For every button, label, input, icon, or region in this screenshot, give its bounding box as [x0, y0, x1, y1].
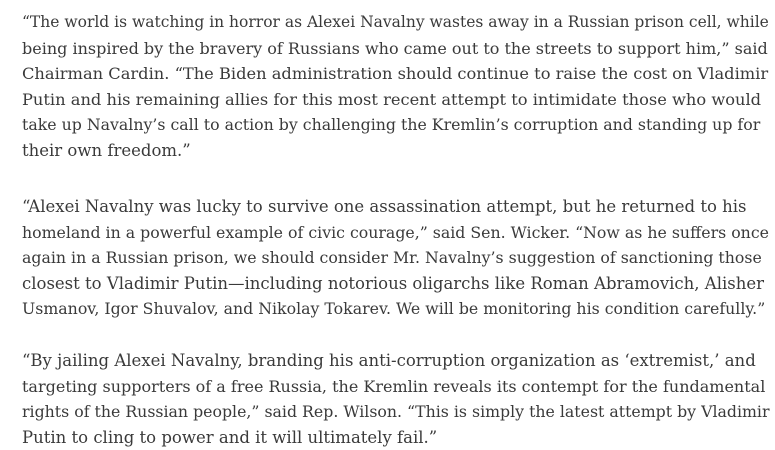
text-line: closest to Vladimir Putin—including notorious oligarchs like Roman Abramovich, Alisher: [22, 273, 764, 293]
text-line: Chairman Cardin. “The Biden administration should continue to raise the cost on Vladimir: [22, 64, 769, 84]
text-line: their own freedom.”: [22, 140, 191, 160]
text-line: homeland in a powerful example of civic courage,” said Sen. Wicker. “Now as he suffers once: [22, 222, 769, 242]
text-line: again in a Russian prison, we should consider Mr. Navalny’s suggestion of sanctioning those: [22, 248, 762, 268]
quote-paragraph-wicker: [22, 194, 770, 322]
text-line: being inspired by the bravery of Russians who came out to the streets to support him,” said: [22, 38, 768, 58]
quote-paragraph-cardin: [22, 10, 770, 164]
text-line: Usmanov, Igor Shuvalov, and Nikolay Tokarev. We will be monitoring his condition carefully.”: [22, 299, 766, 319]
text-line: Putin to cling to power and it will ultimately fail.”: [22, 427, 438, 447]
text-line: “The world is watching in horror as Alexei Navalny wastes away in a Russian prison cell, while: [22, 13, 769, 31]
text-line: targeting supporters of a free Russia, the Kremlin reveals its contempt for the fundamental: [22, 376, 766, 396]
text-line: Putin and his remaining allies for this most recent attempt to intimidate those who would: [22, 89, 762, 109]
text-line: “By jailing Alexei Navalny, branding his anti-corruption organization as ‘extremist,’ and: [22, 351, 756, 370]
text-line: take up Navalny’s call to action by challenging the Kremlin’s corruption and standing up for: [22, 115, 761, 135]
text-line: rights of the Russian people,” said Rep. Wilson. “This is simply the latest attempt by Vladimir: [22, 402, 770, 422]
text-line: “Alexei Navalny was lucky to survive one assassination attempt, but he returned to his: [22, 197, 747, 216]
